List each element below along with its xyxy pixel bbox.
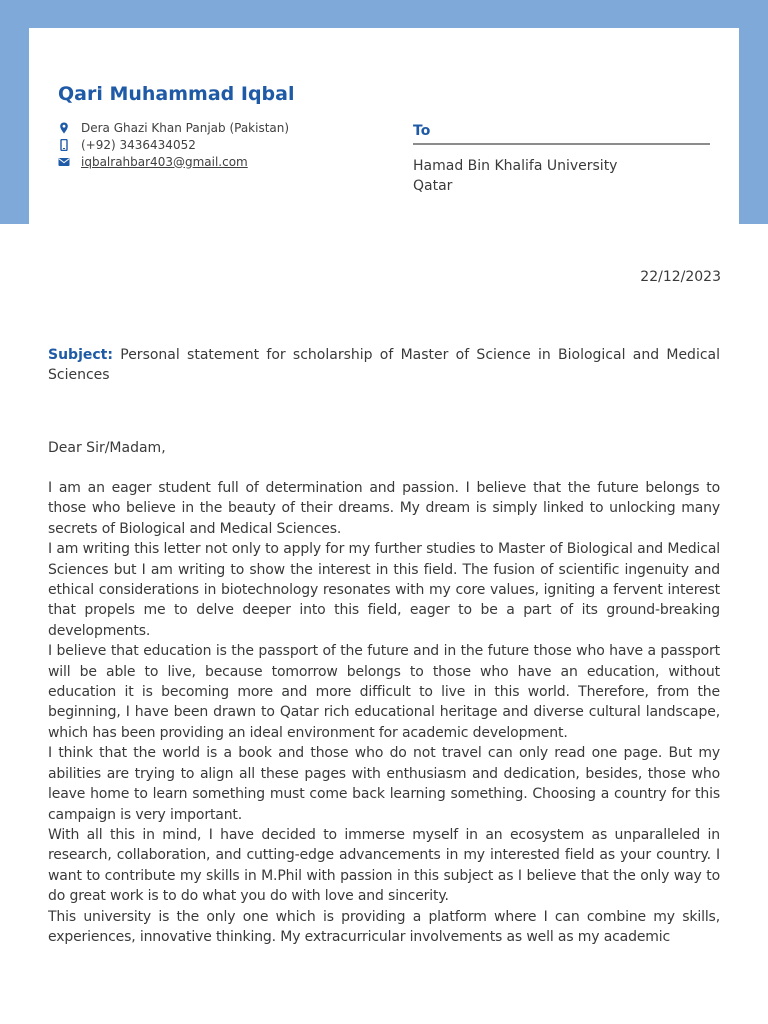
mobile-phone-icon (58, 139, 70, 151)
address-text: Dera Ghazi Khan Panjab (Pakistan) (81, 120, 290, 135)
subject-line (48, 345, 720, 385)
to-divider (413, 143, 710, 145)
body-paragraph: I am writing this letter not only to apply for my further studies to Master of Biological and Medical Sciences but I am writing to show the interest in this field. The fusion of scientific ingenuity and ethical considerations in biotechnology resonates with my core values, igniting a fervent interest that propels me to delve deeper into this field, eager to be a part of its ground-breaking developments. (48, 541, 720, 639)
contact-phone (58, 136, 289, 153)
body-paragraph: I am an eager student full of determination and passion. I believe that the future belongs to those who believe in the beauty of their dreams. My dream is simply linked to unlocking many secrets of Biological and Medical Sciences. (48, 480, 720, 537)
recipient-block (413, 120, 710, 196)
greeting: Dear Sir/Madam, (48, 440, 166, 456)
envelope-icon (58, 156, 70, 168)
body-paragraph: This university is the only one which is providing a platform where I can combine my skills, experiences, innovative thinking. My extracurricular involvements as well as my academic (48, 908, 720, 945)
contact-email (58, 153, 289, 170)
contact-address (58, 119, 289, 136)
recipient-line: Hamad Bin Khalifa University (413, 158, 618, 174)
body-paragraph: I think that the world is a book and those who do not travel can only read one page. But my abilities are trying to align all these pages with enthusiasm and dedication, besides, those who leave home to learn something must come back learning something. Choosing a country for this campaign is very important. (48, 745, 720, 823)
phone-text: (+92) 3436434052 (81, 137, 196, 152)
letter-body (48, 478, 720, 948)
map-pin-icon (58, 122, 70, 134)
recipient-line: Qatar (413, 178, 453, 194)
subject-label: Subject: (48, 347, 113, 363)
to-label: To (413, 123, 431, 139)
body-paragraph: With all this in mind, I have decided to immerse myself in an ecosystem as unparalleled in research, collaboration, and cutting-edge advancements in my interested field as your country. I want to contribute my skills in M.Phil with passion in this subject as I believe that the only way to do great work is to do what you do with love and sincerity. (48, 826, 720, 905)
body-paragraph: I believe that education is the passport of the future and in the future those who have a passport will be able to live, because tomorrow belongs to those who have an education, without education it is becoming more and more difficult to live in this world. Therefore, from the beginning, I have been drawn to Qatar rich educational heritage and diverse cultural landscape, which has been providing an ideal environment for academic development. (48, 643, 720, 741)
email-link[interactable]: iqbalrahbar403@gmail.com (81, 154, 248, 169)
sender-name: Qari Muhammad Iqbal (58, 83, 295, 105)
recipient-address (413, 156, 710, 196)
sender-contacts (58, 119, 289, 170)
letter-date: 22/12/2023 (640, 269, 721, 285)
subject-text: Personal statement for scholarship of Master of Science in Biological and Medical Sciences (48, 347, 720, 383)
